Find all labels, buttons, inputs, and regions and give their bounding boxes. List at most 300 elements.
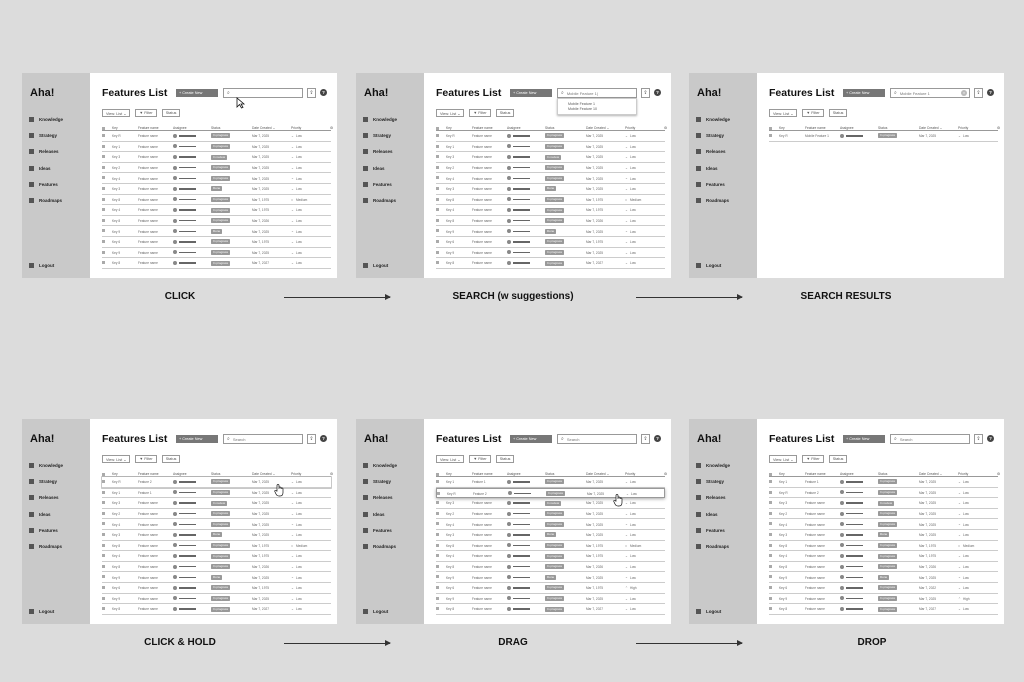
search-input[interactable] (890, 88, 970, 98)
row-checkbox[interactable] (769, 533, 772, 536)
help-icon[interactable]: ? (987, 89, 994, 96)
row-checkbox[interactable] (436, 187, 439, 190)
select-all-checkbox[interactable] (436, 473, 439, 476)
row-checkbox[interactable] (436, 586, 439, 589)
view-select[interactable]: View: List ⌄ (102, 455, 130, 463)
settings-icon[interactable]: ⚙ (997, 125, 1000, 130)
sidebar-item[interactable] (29, 192, 63, 208)
row-checkbox[interactable] (102, 208, 105, 211)
row-checkbox[interactable] (102, 586, 105, 589)
table-row[interactable] (436, 195, 665, 206)
status-badge[interactable]: In progress (547, 564, 563, 569)
table-row[interactable] (436, 541, 665, 552)
sidebar-item[interactable] (696, 457, 730, 473)
status-badge[interactable]: In progress (213, 133, 229, 138)
column-header[interactable]: Assignee (507, 471, 521, 476)
row-checkbox[interactable] (436, 145, 439, 148)
row-checkbox[interactable] (436, 176, 439, 179)
column-header[interactable]: Date Created ⌄ (252, 125, 276, 130)
logout-button[interactable] (696, 263, 721, 268)
status-badge[interactable]: In progress (213, 542, 229, 547)
column-header[interactable]: Assignee (173, 471, 187, 476)
row-checkbox[interactable] (102, 522, 105, 525)
status-badge[interactable]: In progress (880, 133, 896, 138)
column-header[interactable]: Assignee (840, 471, 854, 476)
status-badge[interactable]: In progress (213, 585, 229, 590)
status-filter[interactable]: Status (496, 109, 515, 117)
table-row[interactable] (102, 184, 331, 195)
sidebar-item[interactable] (363, 176, 397, 192)
help-icon[interactable]: ? (320, 89, 327, 96)
table-row[interactable] (436, 488, 665, 499)
sidebar-item[interactable] (29, 144, 63, 160)
table-row[interactable] (102, 562, 331, 573)
table-row[interactable] (769, 583, 998, 594)
table-row[interactable] (436, 226, 665, 237)
select-all-checkbox[interactable] (102, 473, 105, 476)
sidebar-item[interactable] (696, 522, 730, 538)
row-checkbox[interactable] (436, 219, 439, 222)
sidebar-item[interactable] (363, 457, 397, 473)
sidebar-item[interactable] (696, 111, 730, 127)
row-checkbox[interactable] (436, 208, 439, 211)
row-checkbox[interactable] (769, 134, 772, 137)
column-header[interactable]: Priority (958, 471, 969, 476)
status-badge[interactable]: In progress (547, 260, 563, 265)
logout-button[interactable] (29, 609, 54, 614)
filter-button[interactable]: ▼ Filter (469, 455, 490, 463)
sidebar-item[interactable] (29, 176, 63, 192)
table-row[interactable] (436, 477, 665, 488)
status-filter[interactable]: Status (496, 455, 515, 463)
status-badge[interactable]: In progress (547, 143, 563, 148)
view-select[interactable]: View: List ⌄ (769, 109, 797, 117)
status-badge[interactable]: In review (880, 500, 893, 505)
row-checkbox[interactable] (102, 134, 105, 137)
table-row[interactable] (102, 604, 331, 615)
status-badge[interactable]: In progress (547, 479, 563, 484)
column-header[interactable]: Status (211, 471, 221, 476)
table-row[interactable] (769, 530, 998, 541)
sidebar-item[interactable] (29, 538, 63, 554)
status-filter[interactable]: Status (162, 109, 181, 117)
status-badge[interactable]: In progress (547, 542, 563, 547)
share-icon[interactable]: ⇪ (307, 88, 316, 98)
status-badge[interactable]: In progress (213, 143, 229, 148)
column-header[interactable]: Key (779, 125, 785, 130)
sidebar-item[interactable] (363, 160, 397, 176)
table-row[interactable] (436, 551, 665, 562)
table-row[interactable] (769, 498, 998, 509)
column-header[interactable]: Date Created ⌄ (586, 471, 610, 476)
column-header[interactable]: Status (211, 125, 221, 130)
status-badge[interactable]: In progress (213, 218, 229, 223)
status-badge[interactable]: In progress (880, 553, 896, 558)
row-checkbox[interactable] (102, 176, 105, 179)
row-checkbox[interactable] (102, 251, 105, 254)
search-input[interactable] (223, 88, 303, 98)
column-header[interactable]: Date Created ⌄ (252, 471, 276, 476)
select-all-checkbox[interactable] (436, 127, 439, 130)
row-checkbox[interactable] (102, 155, 105, 158)
row-checkbox[interactable] (769, 586, 772, 589)
column-header[interactable]: Priority (291, 471, 302, 476)
filter-button[interactable]: ▼ Filter (135, 455, 156, 463)
logout-button[interactable] (363, 609, 388, 614)
table-row[interactable] (769, 509, 998, 520)
status-badge[interactable]: In progress (213, 260, 229, 265)
sidebar-item[interactable] (696, 473, 730, 489)
table-row[interactable] (769, 519, 998, 530)
sidebar-item[interactable] (363, 111, 397, 127)
table-row[interactable] (436, 519, 665, 530)
row-checkbox[interactable] (769, 575, 772, 578)
row-checkbox[interactable] (769, 501, 772, 504)
table-row[interactable] (436, 152, 665, 163)
column-header[interactable]: Date Created ⌄ (919, 471, 943, 476)
status-badge[interactable]: In review (213, 154, 226, 159)
view-select[interactable]: View: List ⌄ (769, 455, 797, 463)
status-badge[interactable]: Done (547, 228, 555, 233)
filter-button[interactable]: ▼ Filter (802, 455, 823, 463)
column-header[interactable]: Priority (625, 471, 636, 476)
column-header[interactable]: Priority (291, 125, 302, 130)
settings-icon[interactable]: ⚙ (330, 125, 333, 130)
status-badge[interactable]: In progress (880, 542, 896, 547)
table-row[interactable] (102, 195, 331, 206)
status-badge[interactable]: In progress (213, 249, 229, 254)
filter-button[interactable]: ▼ Filter (469, 109, 490, 117)
table-row[interactable] (102, 583, 331, 594)
status-badge[interactable]: Done (213, 574, 221, 579)
column-header[interactable]: Key (779, 471, 785, 476)
clear-search-icon[interactable]: × (962, 90, 966, 95)
row-checkbox[interactable] (769, 554, 772, 557)
status-badge[interactable]: In progress (547, 196, 563, 201)
sidebar-item[interactable] (363, 473, 397, 489)
row-checkbox[interactable] (102, 187, 105, 190)
row-checkbox[interactable] (436, 480, 439, 483)
help-icon[interactable]: ? (987, 435, 994, 442)
sidebar-item[interactable] (363, 127, 397, 143)
row-checkbox[interactable] (436, 240, 439, 243)
table-row[interactable] (102, 488, 331, 499)
view-select[interactable]: View: List ⌄ (436, 455, 464, 463)
column-header[interactable]: Feature name (472, 125, 493, 130)
status-badge[interactable]: In progress (213, 196, 229, 201)
row-checkbox[interactable] (769, 480, 772, 483)
row-checkbox[interactable] (102, 261, 105, 264)
row-checkbox[interactable] (436, 229, 439, 232)
row-checkbox[interactable] (102, 240, 105, 243)
table-row[interactable] (102, 248, 331, 259)
status-badge[interactable]: In progress (213, 489, 229, 494)
table-row[interactable] (102, 216, 331, 227)
table-row[interactable] (102, 551, 331, 562)
status-filter[interactable]: Status (829, 455, 848, 463)
column-header[interactable]: Assignee (840, 125, 854, 130)
sidebar-item[interactable] (29, 490, 63, 506)
status-badge[interactable]: In progress (213, 207, 229, 212)
sidebar-item[interactable] (29, 111, 63, 127)
settings-icon[interactable]: ⚙ (664, 471, 667, 476)
sidebar-item[interactable] (363, 506, 397, 522)
sidebar-item[interactable] (363, 538, 397, 554)
status-badge[interactable]: In progress (880, 479, 896, 484)
table-row[interactable] (436, 184, 665, 195)
table-row[interactable] (436, 572, 665, 583)
table-row[interactable] (102, 163, 331, 174)
table-row[interactable] (436, 131, 665, 142)
settings-icon[interactable]: ⚙ (330, 471, 333, 476)
row-checkbox[interactable] (436, 575, 439, 578)
row-checkbox[interactable] (102, 501, 105, 504)
row-checkbox[interactable] (436, 607, 439, 610)
status-badge[interactable]: In progress (547, 249, 563, 254)
row-checkbox[interactable] (102, 597, 105, 600)
table-row[interactable] (769, 594, 998, 605)
column-header[interactable]: Key (112, 471, 118, 476)
filter-button[interactable]: ▼ Filter (135, 109, 156, 117)
sidebar-item[interactable] (29, 506, 63, 522)
help-icon[interactable]: ? (654, 89, 661, 96)
row-checkbox[interactable] (436, 533, 439, 536)
column-header[interactable]: Feature name (138, 471, 159, 476)
status-filter[interactable]: Status (162, 455, 181, 463)
row-checkbox[interactable] (769, 522, 772, 525)
column-header[interactable]: Status (545, 125, 555, 130)
select-all-checkbox[interactable] (769, 127, 772, 130)
status-badge[interactable]: Done (547, 574, 555, 579)
status-badge[interactable]: In progress (213, 553, 229, 558)
table-row[interactable] (436, 594, 665, 605)
column-header[interactable]: Assignee (173, 125, 187, 130)
status-badge[interactable]: In progress (547, 585, 563, 590)
row-checkbox[interactable] (102, 565, 105, 568)
status-badge[interactable]: In progress (213, 521, 229, 526)
logout-button[interactable] (29, 263, 54, 268)
column-header[interactable]: Status (545, 471, 555, 476)
status-badge[interactable]: In progress (547, 521, 563, 526)
column-header[interactable]: Feature name (138, 125, 159, 130)
table-row[interactable] (102, 142, 331, 153)
status-badge[interactable]: Done (213, 532, 221, 537)
sidebar-item[interactable] (29, 522, 63, 538)
search-input[interactable] (223, 434, 303, 444)
filter-button[interactable]: ▼ Filter (802, 109, 823, 117)
table-row[interactable] (436, 498, 665, 509)
table-row[interactable] (769, 551, 998, 562)
table-row[interactable] (102, 205, 331, 216)
column-header[interactable]: Feature name (472, 471, 493, 476)
column-header[interactable]: Status (878, 471, 888, 476)
row-checkbox[interactable] (102, 512, 105, 515)
status-badge[interactable]: In progress (547, 511, 563, 516)
table-row[interactable] (769, 541, 998, 552)
row-checkbox[interactable] (102, 533, 105, 536)
status-badge[interactable]: Done (213, 186, 221, 191)
suggestion-item[interactable]: Mobile Feature 10 (568, 107, 597, 111)
create-new-button[interactable]: + Create New (843, 435, 885, 443)
status-badge[interactable]: In progress (213, 606, 229, 611)
share-icon[interactable]: ⇪ (307, 434, 316, 444)
row-checkbox[interactable] (102, 166, 105, 169)
table-row[interactable] (436, 258, 665, 269)
create-new-button[interactable]: + Create New (176, 435, 218, 443)
table-row[interactable] (769, 488, 998, 499)
logout-button[interactable] (363, 263, 388, 268)
table-row[interactable] (102, 594, 331, 605)
status-badge[interactable]: In progress (547, 175, 563, 180)
row-checkbox[interactable] (102, 544, 105, 547)
row-checkbox[interactable] (436, 155, 439, 158)
status-badge[interactable]: Done (213, 228, 221, 233)
row-checkbox[interactable] (436, 134, 439, 137)
help-icon[interactable]: ? (320, 435, 327, 442)
sidebar-item[interactable] (696, 506, 730, 522)
column-header[interactable]: Priority (625, 125, 636, 130)
sidebar-item[interactable] (363, 192, 397, 208)
row-checkbox[interactable] (436, 544, 439, 547)
status-badge[interactable]: In progress (213, 479, 229, 484)
status-badge[interactable]: In review (547, 500, 560, 505)
search-input[interactable] (890, 434, 970, 444)
status-badge[interactable]: Done (880, 532, 888, 537)
status-filter[interactable]: Status (829, 109, 848, 117)
status-badge[interactable]: In progress (547, 595, 563, 600)
sidebar-item[interactable] (696, 144, 730, 160)
status-badge[interactable]: In progress (213, 564, 229, 569)
row-checkbox[interactable] (102, 480, 105, 483)
table-row[interactable] (102, 530, 331, 541)
table-row[interactable] (102, 541, 331, 552)
sidebar-item[interactable] (696, 160, 730, 176)
status-badge[interactable]: In progress (547, 165, 563, 170)
settings-icon[interactable]: ⚙ (997, 471, 1000, 476)
table-row[interactable] (769, 477, 998, 488)
status-badge[interactable]: In progress (213, 165, 229, 170)
status-badge[interactable]: In review (547, 154, 560, 159)
table-row[interactable] (436, 216, 665, 227)
sidebar-item[interactable] (363, 144, 397, 160)
row-checkbox[interactable] (436, 251, 439, 254)
sidebar-item[interactable] (696, 192, 730, 208)
column-header[interactable]: Date Created ⌄ (586, 125, 610, 130)
status-badge[interactable]: In progress (547, 239, 563, 244)
share-icon[interactable]: ⇪ (974, 88, 983, 98)
status-badge[interactable]: In progress (547, 207, 563, 212)
row-checkbox[interactable] (102, 554, 105, 557)
table-row[interactable] (769, 131, 998, 142)
status-badge[interactable]: In progress (213, 239, 229, 244)
table-row[interactable] (436, 248, 665, 259)
share-icon[interactable]: ⇪ (641, 434, 650, 444)
status-badge[interactable]: In progress (880, 511, 896, 516)
row-checkbox[interactable] (436, 501, 439, 504)
sidebar-item[interactable] (29, 160, 63, 176)
status-badge[interactable]: In progress (880, 521, 896, 526)
sidebar-item[interactable] (29, 473, 63, 489)
row-checkbox[interactable] (102, 198, 105, 201)
row-checkbox[interactable] (102, 229, 105, 232)
share-icon[interactable]: ⇪ (641, 88, 650, 98)
status-badge[interactable]: In progress (547, 218, 563, 223)
row-checkbox[interactable] (436, 512, 439, 515)
column-header[interactable]: Assignee (507, 125, 521, 130)
status-badge[interactable]: Done (547, 532, 555, 537)
column-header[interactable]: Feature name (805, 471, 826, 476)
table-row[interactable] (102, 477, 331, 488)
table-row[interactable] (102, 572, 331, 583)
row-checkbox[interactable] (102, 145, 105, 148)
search-input[interactable] (557, 434, 637, 444)
row-checkbox[interactable] (102, 491, 105, 494)
row-checkbox[interactable] (102, 607, 105, 610)
settings-icon[interactable]: ⚙ (664, 125, 667, 130)
row-checkbox[interactable] (436, 198, 439, 201)
select-all-checkbox[interactable] (769, 473, 772, 476)
row-checkbox[interactable] (436, 166, 439, 169)
column-header[interactable]: Priority (958, 125, 969, 130)
table-row[interactable] (769, 572, 998, 583)
row-checkbox[interactable] (436, 522, 439, 525)
table-row[interactable] (102, 237, 331, 248)
create-new-button[interactable]: + Create New (843, 89, 885, 97)
sidebar-item[interactable] (363, 522, 397, 538)
table-row[interactable] (436, 583, 665, 594)
create-new-button[interactable]: + Create New (510, 435, 552, 443)
row-checkbox[interactable] (769, 565, 772, 568)
logout-button[interactable] (696, 609, 721, 614)
table-row[interactable] (102, 498, 331, 509)
sidebar-item[interactable] (363, 490, 397, 506)
sidebar-item[interactable] (696, 538, 730, 554)
table-row[interactable] (102, 226, 331, 237)
row-checkbox[interactable] (769, 597, 772, 600)
column-header[interactable]: Status (878, 125, 888, 130)
row-checkbox[interactable] (769, 607, 772, 610)
table-row[interactable] (436, 173, 665, 184)
row-checkbox[interactable] (437, 492, 440, 495)
table-row[interactable] (436, 530, 665, 541)
table-row[interactable] (436, 163, 665, 174)
help-icon[interactable]: ? (654, 435, 661, 442)
row-checkbox[interactable] (436, 554, 439, 557)
status-badge[interactable]: In progress (880, 606, 896, 611)
sidebar-item[interactable] (696, 127, 730, 143)
suggestion-item[interactable]: Mobile Feature 1 (568, 102, 595, 106)
status-badge[interactable]: In progress (213, 511, 229, 516)
table-row[interactable] (102, 519, 331, 530)
table-row[interactable] (769, 604, 998, 615)
table-row[interactable] (102, 131, 331, 142)
share-icon[interactable]: ⇪ (974, 434, 983, 444)
table-row[interactable] (102, 509, 331, 520)
table-row[interactable] (436, 142, 665, 153)
search-input[interactable] (557, 88, 637, 98)
status-badge[interactable]: In progress (547, 553, 563, 558)
table-row[interactable] (436, 237, 665, 248)
select-all-checkbox[interactable] (102, 127, 105, 130)
sidebar-item[interactable] (696, 176, 730, 192)
table-row[interactable] (769, 562, 998, 573)
status-badge[interactable]: In progress (213, 595, 229, 600)
table-row[interactable] (102, 152, 331, 163)
status-badge[interactable]: In progress (880, 595, 896, 600)
sidebar-item[interactable] (29, 127, 63, 143)
status-badge[interactable]: In progress (880, 489, 896, 494)
column-header[interactable]: Key (446, 125, 452, 130)
